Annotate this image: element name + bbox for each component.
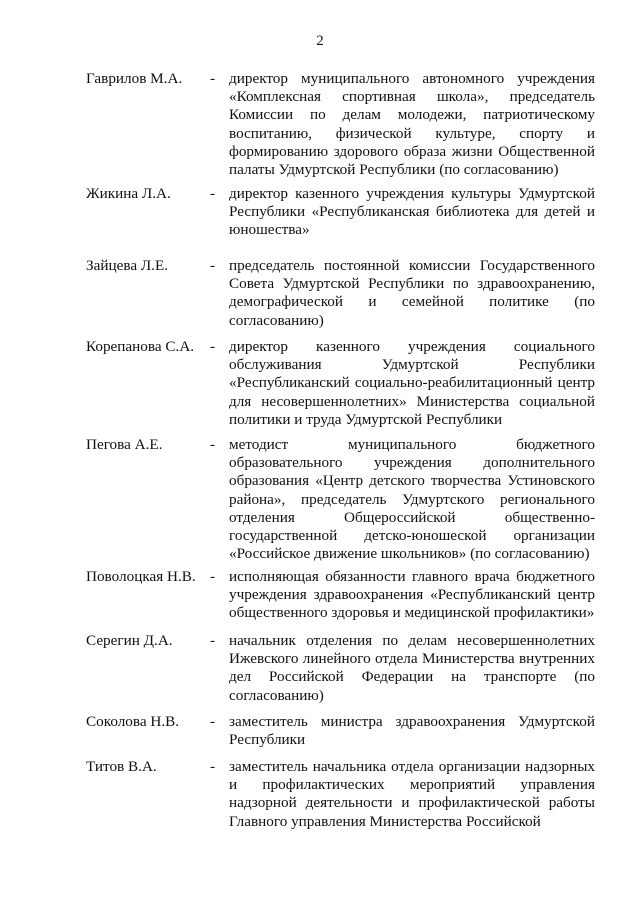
member-position: методист муниципального бюджетного образовательного учреждения дополнительного образования «Центр детского творчества Устиновского района», председатель Удмуртского регионального отделения Общероссийской общественно-государственной детско-юношеской организации «Российское движение школьников» (по согласованию) bbox=[229, 436, 595, 563]
member-name: Поволоцкая Н.В. bbox=[86, 568, 196, 585]
separator-dash: - bbox=[210, 568, 216, 585]
member-name: Пегова А.Е. bbox=[86, 436, 163, 453]
separator-dash: - bbox=[210, 758, 216, 775]
member-name: Корепанова С.А. bbox=[86, 338, 195, 355]
member-name: Серегин Д.А. bbox=[86, 632, 173, 649]
separator-dash: - bbox=[210, 338, 216, 355]
member-position: директор казенного учреждения культуры Удмуртской Республики «Республиканская библиотека для детей и юношества» bbox=[229, 185, 595, 239]
member-position: директор муниципального автономного учреждения «Комплексная спортивная школа», председатель Комиссии по делам молодежи, патриотическому воспитанию, физической культуре, спорту и формированию здорового образа жизни Общественной палаты Удмуртской Республики (по согласованию) bbox=[229, 70, 595, 179]
member-position: заместитель министра здравоохранения Удмуртской Республики bbox=[229, 713, 595, 749]
member-name: Гаврилов М.А. bbox=[86, 70, 183, 87]
separator-dash: - bbox=[210, 436, 216, 453]
separator-dash: - bbox=[210, 713, 216, 730]
separator-dash: - bbox=[210, 185, 216, 202]
separator-dash: - bbox=[210, 257, 216, 274]
page-number: 2 bbox=[316, 33, 324, 49]
member-name: Соколова Н.В. bbox=[86, 713, 180, 730]
member-name: Титов В.А. bbox=[86, 758, 157, 775]
separator-dash: - bbox=[210, 70, 216, 87]
member-position: начальник отделения по делам несовершеннолетних Ижевского линейного отдела Министерства внутренних дел Российской Федерации на транспорте (по согласованию) bbox=[229, 632, 595, 704]
member-position: заместитель начальника отдела организации надзорных и профилактических мероприятий управления надзорной деятельности и профилактической работы Главного управления Министерства Российской bbox=[229, 758, 595, 830]
member-name: Зайцева Л.Е. bbox=[86, 257, 169, 274]
member-position: председатель постоянной комиссии Государственного Совета Удмуртской Республики по здравоохранению, демографической и семейной политике (по согласованию) bbox=[229, 257, 595, 329]
member-position: исполняющая обязанности главного врача бюджетного учреждения здравоохранения «Республиканский центр общественного здоровья и медицинской профилактики» bbox=[229, 568, 595, 622]
member-position: директор казенного учреждения социального обслуживания Удмуртской Республики «Республиканский социально-реабилитационный центр для несовершеннолетних» Министерства социальной политики и труда Удмуртской Республики bbox=[229, 338, 595, 428]
member-name: Жикина Л.А. bbox=[86, 185, 171, 202]
separator-dash: - bbox=[210, 632, 216, 649]
